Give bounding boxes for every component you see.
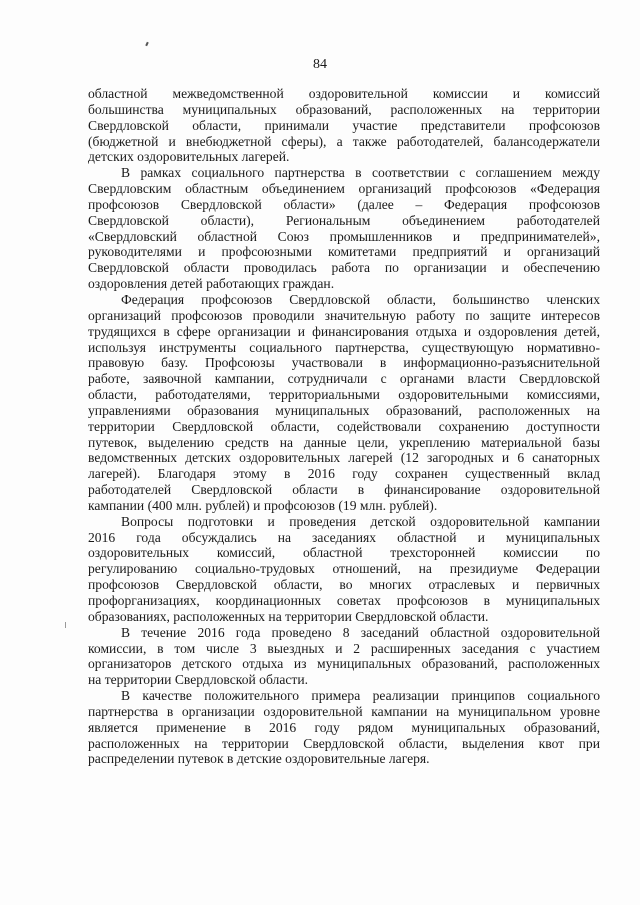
text-line: Свердловской области), Региональным объединением работодателей [88, 212, 600, 228]
text-line: оздоровительных комиссий, областной трехсторонней комиссии по [88, 545, 600, 561]
text-line: 2016 года обсуждались на заседаниях областной и муниципальных [88, 529, 600, 545]
text-line: (бюджетной и внебюджетной сферы), а также работодателей, балансодержатели [88, 133, 600, 149]
paragraph-3 [88, 292, 600, 514]
text-line: Федерация профсоюзов Свердловской области, большинство членских [121, 291, 600, 307]
text-line: трудящихся в сфере организации и финансирования отдыха и оздоровления детей, [88, 323, 600, 339]
scan-speck [145, 42, 149, 46]
text-line: правовую базу. Профсоюзы участвовали в информационно-разъяснительной [88, 355, 600, 371]
document-body [88, 86, 600, 767]
text-line: В рамках социального партнерства в соответствии с соглашением между [121, 165, 600, 181]
text-line: образованиях, расположенных на территории Свердловской области. [88, 608, 489, 624]
text-line: кампании (400 млн. рублей) и профсоюзов (19 млн. рублей). [88, 497, 438, 513]
text-line: области, работодателями, территориальными оздоровительными комиссиями, [88, 387, 600, 403]
text-line: Свердловской области проводилась работа по организации и обеспечению [88, 260, 600, 276]
text-line: В течение 2016 года проведено 8 заседаний областной оздоровительной [121, 624, 600, 640]
paragraph-6 [88, 688, 600, 767]
text-line: регулированию социально-трудовых отношений, на президиуме Федерации [88, 561, 600, 577]
text-line: организаторов детского отдыха из муниципальных образований, расположенных [88, 656, 600, 672]
text-line: профсоюзов Свердловской области» (далее – Федерация профсоюзов [88, 196, 600, 212]
text-line: партнерства в организации оздоровительной кампании на муниципальном уровне [88, 703, 600, 719]
paragraph-4 [88, 514, 600, 625]
text-line: является применение в 2016 году рядом муниципальных образований, [88, 719, 600, 735]
text-line: работодателей Свердловской области в финансирование оздоровительной [88, 482, 600, 498]
text-line: на территории Свердловской области. [88, 672, 309, 688]
paragraph-5 [88, 625, 600, 688]
scan-margin-mark [65, 622, 66, 628]
page-number: 84 [313, 57, 327, 72]
text-line: В качестве положительного примера реализации принципов социального [121, 688, 600, 704]
text-line: Свердловским областным объединением организаций профсоюзов «Федерация [88, 181, 600, 197]
text-line: профсоюзов Свердловской области, во многих отраслевых и первичных [88, 577, 600, 593]
text-line: комиссии, в том числе 3 выездных и 2 расширенных заседания с участием [88, 640, 600, 656]
text-line: организаций профсоюзов проводили значительную работу по защите интересов [88, 307, 600, 323]
text-line: распределении путевок в детские оздоровительные лагеря. [88, 751, 430, 767]
text-line: детских оздоровительных лагерей. [88, 149, 290, 165]
text-line: оздоровления детей работающих граждан. [88, 276, 335, 292]
text-line: путевок, выделению средств на данные цели, укреплению материальной базы [88, 434, 600, 450]
text-line: руководителями и профсоюзными комитетами предприятий и организаций [88, 244, 600, 260]
text-line: ведомственных детских оздоровительных лагерей (12 загородных и 6 санаторных [88, 450, 600, 466]
text-line: лагерей). Благодаря этому в 2016 году сохранен существенный вклад [88, 466, 600, 482]
text-line: профорганизациях, координационных советах профсоюзов в муниципальных [88, 593, 600, 608]
text-line: работе, заявочной кампании, сотрудничали с органами власти Свердловской [88, 371, 600, 387]
text-line: Вопросы подготовки и проведения детской оздоровительной кампании [121, 513, 600, 529]
paragraph-2 [88, 165, 600, 292]
text-line: управлениями образования муниципальных образований, расположенных на [88, 402, 600, 418]
text-line: территории Свердловской области, содействовали сохранению доступности [88, 418, 600, 434]
text-line: «Свердловский областной Союз промышленников и предпринимателей», [88, 228, 600, 244]
paragraph-1 [88, 86, 600, 165]
text-line: используя инструменты социального партнерства, существующую нормативно- [88, 339, 600, 355]
text-line: областной межведомственной оздоровительной комиссии и комиссий [88, 86, 600, 101]
text-line: расположенных на территории Свердловской области, выделения квот при [88, 735, 600, 751]
text-line: большинства муниципальных образований, расположенных на территории [88, 101, 600, 117]
text-line: Свердловской области, принимали участие представители профсоюзов [88, 117, 600, 133]
